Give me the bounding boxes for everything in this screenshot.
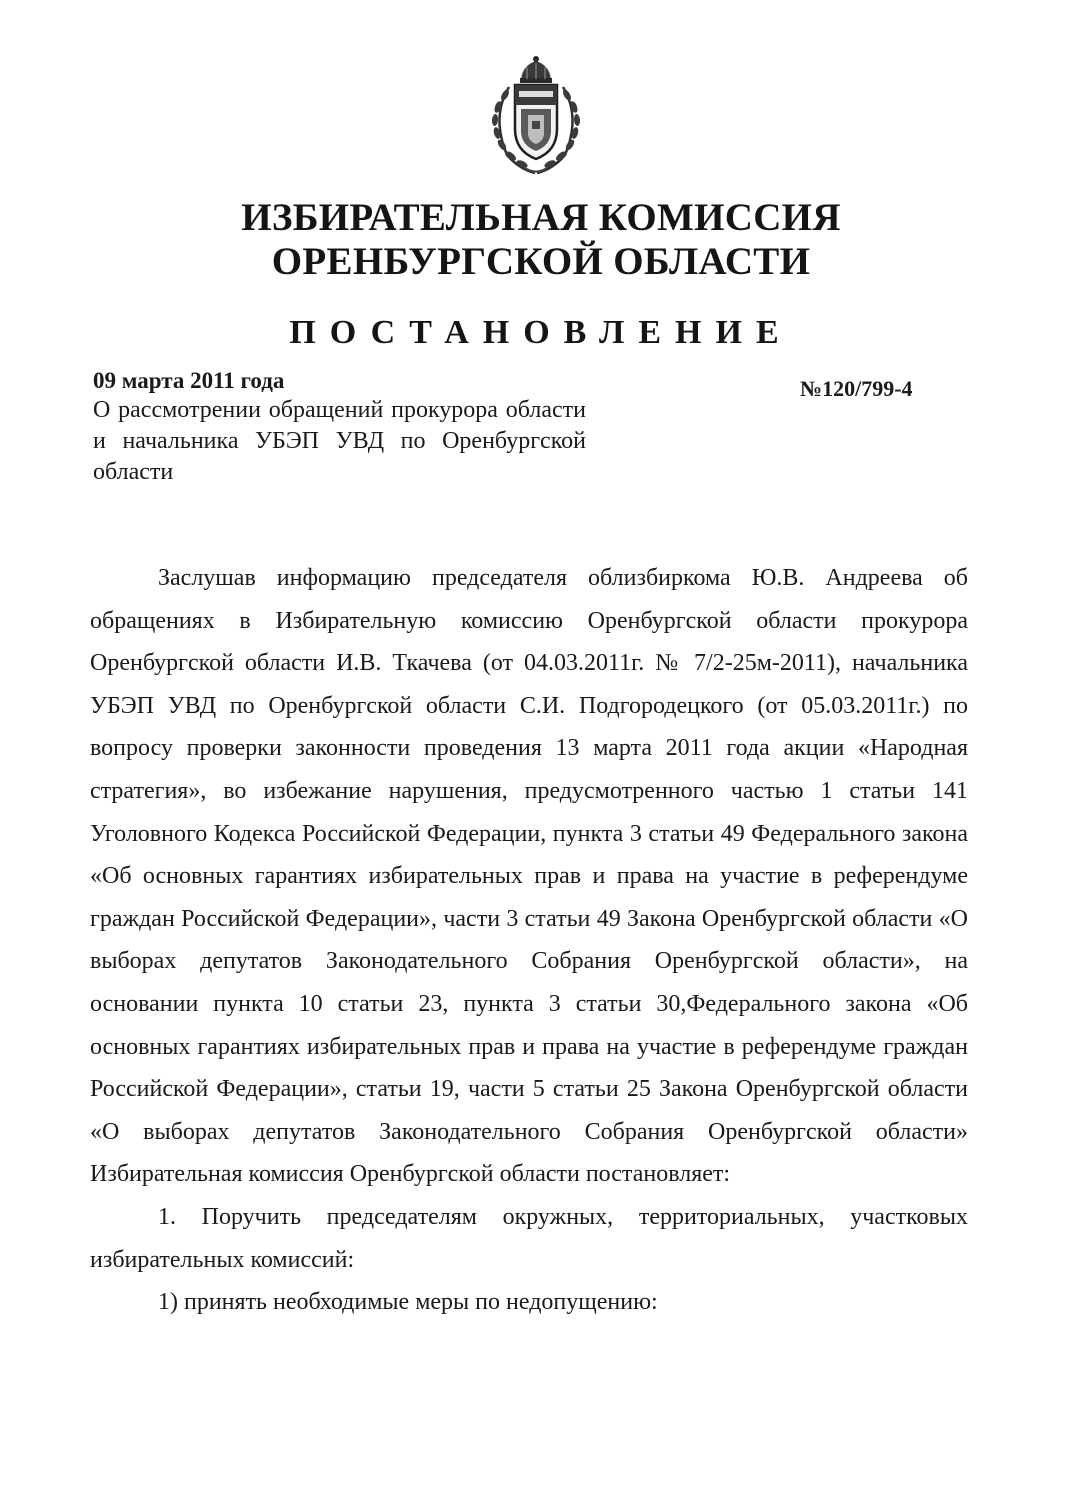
- document-body: [90, 557, 968, 1324]
- body-paragraph-subitem-1: 1) принять необходимые меры по недопущению:: [158, 1289, 658, 1316]
- coat-of-arms-icon: [485, 55, 587, 177]
- document-subject: О рассмотрении обращений прокурора области и начальника УБЭП УВД по Оренбургской области: [93, 397, 586, 485]
- document-type-heading: ПОСТАНОВЛЕНИЕ: [289, 314, 793, 351]
- organization-title-line1: ИЗБИРАТЕЛЬНАЯ КОМИССИЯ: [241, 196, 841, 239]
- body-paragraph-item-1: 1. Поручить председателям окружных, территориальных, участковых избирательных комиссий:: [90, 1203, 968, 1273]
- body-paragraph-preamble: Заслушав информацию председателя облизбиркома Ю.В. Андреева об обращениях в Избирательную комиссию Оренбургской области прокурора Оренбургской области И.В. Ткачева (от 04.03.2011г. № 7/2-25м-2011), начальника УБЭП УВД по Оренбургской области С.И. Подгородецкого (от 05.03.2011г.) по вопросу проверки законности проведения 13 марта 2011 года акции «Народная стратегия», во избежание нарушения, предусмотренного частью 1 статьи 141 Уголовного Кодекса Российской Федерации, пункта 3 статьи 49 Федерального закона «Об основных гарантиях избирательных прав и права на участие в референдуме граждан Российской Федерации», части 3 статьи 49 Закона Оренбургской области «О выборах депутатов Законодательного Собрания Оренбургской области», на основании пункта 10 статьи 23, пункта 3 статьи 30,Федерального закона «Об основных гарантиях избирательных прав и права на участие в референдуме граждан Российской Федерации», статьи 19, части 5 статьи 25 Закона Оренбургской области «О выборах депутатов Законодательного Собрания Оренбургской области» Избирательная комиссия Оренбургской области постановляет:: [90, 565, 968, 1188]
- document-number: №120/799-4: [800, 376, 913, 401]
- organization-title-line2: ОРЕНБУРГСКОЙ ОБЛАСТИ: [271, 240, 811, 283]
- document-date: 09 марта 2011 года: [93, 368, 285, 393]
- organization-title: [0, 196, 1082, 284]
